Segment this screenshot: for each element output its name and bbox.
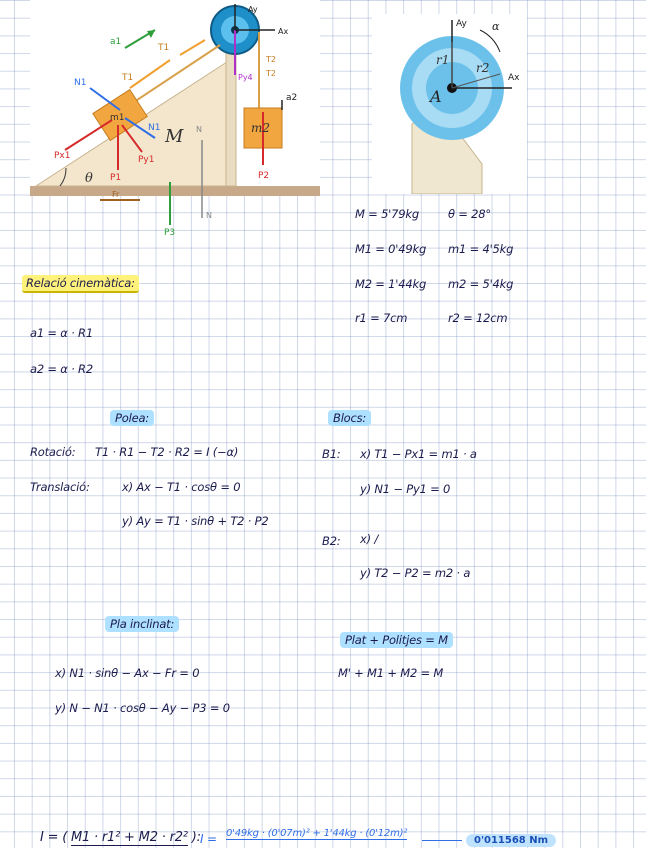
incline-x-eq: x) N1 · sinθ − Ax − Fr = 0	[55, 666, 200, 680]
blocks-title: Blocs:	[328, 410, 371, 426]
label-Py4: Py4	[238, 73, 253, 82]
translation-label: Translació:	[30, 480, 90, 494]
label-T2-a: T2	[266, 55, 276, 64]
label-N: N	[196, 125, 202, 134]
data-M: M = 5'79kg	[355, 207, 419, 221]
label-T2-b: T2	[266, 69, 276, 78]
translation-x: x) Ax − T1 · cosθ = 0	[122, 480, 241, 494]
data-theta: θ = 28°	[448, 207, 491, 221]
data-M2: M2 = 1'44kg	[355, 277, 427, 291]
label-N-right: N	[206, 211, 212, 220]
rotation-equation: T1 · R1 − T2 · R2 = I (−α)	[95, 445, 239, 459]
incline-y-eq: y) N − N1 · cosθ − Ay − P3 = 0	[55, 701, 230, 715]
label-alpha: α	[492, 20, 500, 33]
label-P2: P2	[258, 171, 270, 181]
inertia-lhs-open: I = (	[40, 830, 68, 845]
label-Fr: Fr	[112, 190, 120, 199]
label-P3: P3	[164, 228, 176, 238]
label-a2: a2	[286, 93, 298, 103]
label-N1: N1	[74, 78, 87, 88]
label-Ax: Ax	[278, 27, 289, 36]
kinematic-eq-2: a2 = α · R2	[30, 362, 93, 376]
inertia-lhs-close: ):	[191, 830, 201, 845]
label-m1: m1	[110, 113, 125, 123]
label-T1-top: T1	[158, 43, 170, 53]
label-P1: P1	[110, 173, 122, 183]
label-r2: r2	[476, 61, 490, 75]
inertia-result: 0'011568 Nm	[466, 834, 556, 847]
inertia-rhs-label: I =	[200, 832, 217, 846]
data-M1: M1 = 0'49kg	[355, 242, 427, 256]
translation-y: y) Ay = T1 · sinθ + T2 · P2	[122, 514, 269, 528]
plat-equation: M' + M1 + M2 = M	[338, 666, 444, 680]
label-m2: m2	[251, 121, 271, 135]
inertia-rhs-numerator: 0'49kg · (0'07m)² + 1'44kg · (0'12m)²	[226, 828, 408, 839]
label-N1-b: N1	[148, 123, 161, 133]
kinematic-eq-1: a1 = α · R1	[30, 326, 93, 340]
kinematic-title: Relació cinemàtica:	[22, 275, 139, 293]
data-m1: m1 = 4'5kg	[448, 242, 514, 256]
pulley-detail-diagram	[372, 14, 527, 194]
data-r1: r1 = 7cm	[355, 311, 408, 325]
b1-x-eq: x) T1 − Px1 = m1 · a	[360, 447, 477, 461]
b1-y-eq: y) N1 − Py1 = 0	[360, 482, 451, 496]
b2-label: B2:	[322, 534, 341, 548]
label-detail-Ay: Ay	[456, 19, 467, 29]
pulley-title: Polea:	[110, 410, 154, 426]
plat-title: Plat + Politjes = M	[340, 632, 453, 648]
ground-surface	[30, 186, 320, 196]
incline-title: Pla inclinat:	[105, 616, 179, 632]
label-r1: r1	[436, 53, 450, 67]
inertia-lhs	[40, 830, 201, 845]
incline-diagram	[30, 0, 320, 240]
label-Ay: Ay	[248, 5, 258, 14]
label-Py1: Py1	[138, 155, 155, 165]
label-Px1: Px1	[54, 151, 71, 161]
label-M: M	[165, 126, 184, 147]
arrow-line	[422, 840, 462, 841]
b2-x-eq: x) /	[360, 532, 379, 546]
label-theta: θ	[85, 171, 93, 186]
inertia-lhs-numerator: M1 · r1² + M2 · r2²	[71, 830, 188, 845]
b1-label: B1:	[322, 447, 341, 461]
label-T1-mid: T1	[122, 73, 134, 83]
b2-y-eq: y) T2 − P2 = m2 · a	[360, 566, 471, 580]
data-r2: r2 = 12cm	[448, 311, 508, 325]
label-A: A	[430, 87, 442, 106]
label-a1: a1	[110, 37, 122, 47]
label-detail-Ax: Ax	[508, 73, 520, 83]
data-m2: m2 = 5'4kg	[448, 277, 514, 291]
rotation-label: Rotació:	[30, 445, 76, 459]
